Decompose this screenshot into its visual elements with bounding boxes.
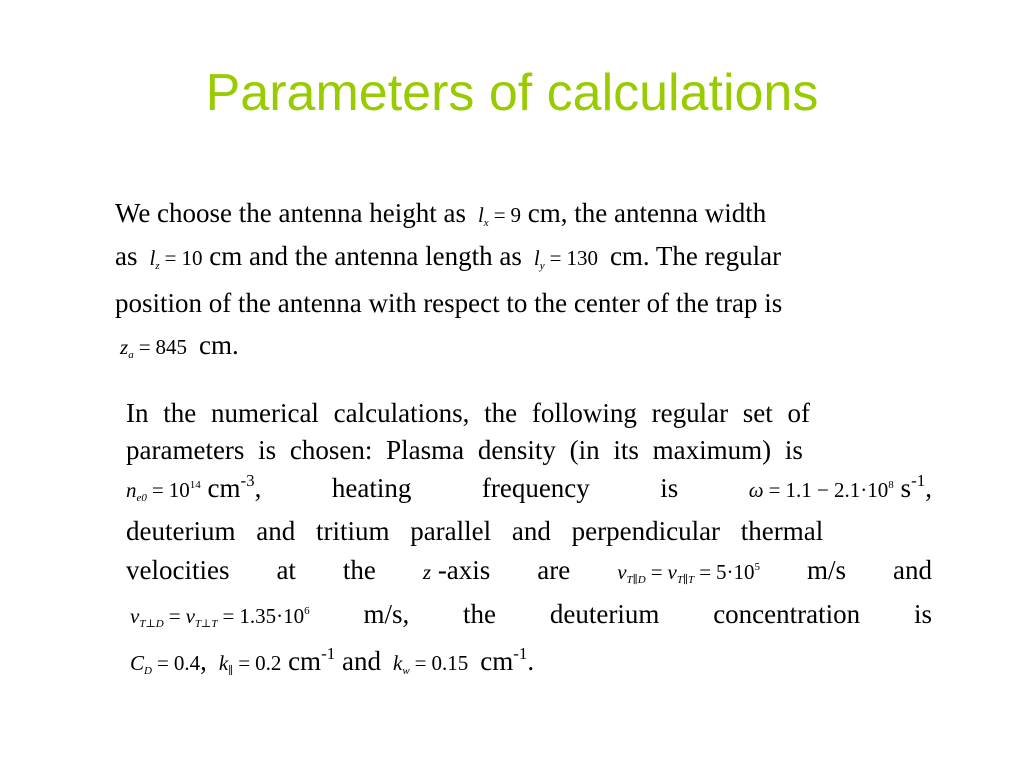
text: position of the antenna with respect to the center of the trap is: [115, 288, 783, 318]
para2-line3: [126, 471, 932, 504]
text: cm.: [199, 330, 239, 360]
text: In the numerical calculations, the following regular set of: [126, 398, 811, 428]
text: deuterium and tritium parallel and perpendicular thermal: [126, 516, 824, 546]
text: as: [115, 241, 138, 271]
text: and: [342, 646, 381, 676]
formula-k-par: $k_\parallel = 0.2$: [218, 651, 282, 677]
formula-omega: $\omega = 1.1 - 2.1\cdot 10^8$ $s^{-1}$,: [748, 471, 932, 503]
text: cm. The regular: [609, 241, 782, 271]
formula-z-axis: z -axis: [422, 555, 491, 585]
formula-vpar: $v_{T\parallel D} = v_{T\parallel T} = 5\cdot 10^5$: [617, 560, 761, 586]
text: deuterium: [549, 599, 660, 629]
para2-line1: [126, 400, 932, 427]
formula-ly: $l_y = 130$: [533, 246, 598, 272]
text: are: [537, 555, 571, 585]
para2-line7: $C_D = 0.4$, $k_\parallel = 0.2$ $cm^{-1}$ and $k_w = 0.15$ $cm^{-1}$.: [130, 644, 535, 677]
text: m/s,: [363, 599, 410, 629]
text: We choose the antenna height as: [115, 198, 466, 228]
formula-vperp: $v_{T\perp D} = v_{T\perp T} = 1.35\cdot 10^6$: [130, 604, 310, 630]
text: parameters is chosen: Plasma density (in its maximum) is: [126, 435, 803, 465]
para1-line1: [115, 200, 766, 227]
text: the: [342, 555, 376, 585]
para1-line4: [120, 332, 239, 359]
text: heating: [331, 473, 412, 503]
text: the: [463, 599, 497, 629]
para1-line2: [115, 243, 781, 270]
para2-line2: [126, 437, 932, 464]
unit-cm-inv: $cm^{-1}$: [480, 644, 528, 676]
text: is: [660, 473, 679, 503]
slide-title: Parameters of calculations: [205, 64, 819, 122]
para2-line5: [126, 557, 932, 584]
text: velocities: [126, 555, 230, 585]
para2-line6: [130, 601, 932, 628]
text: and: [892, 555, 932, 585]
para2-line4: [126, 518, 932, 545]
para1-line3: [115, 290, 782, 317]
formula-kw: $k_w = 0.15$: [392, 651, 469, 677]
text: m/s: [807, 555, 847, 585]
formula-za: $z_a = 845$: [120, 335, 188, 361]
text: is: [913, 599, 932, 629]
unit-cm-inv: $cm^{-1}$: [288, 644, 336, 676]
formula-lz: $l_z = 10$: [149, 246, 203, 272]
formula-ne: $n_{e0} = 10^{14}$ $cm^{-3}$,: [126, 471, 262, 504]
text: frequency: [481, 473, 590, 503]
formula-lx: $l_x = 9$: [477, 203, 522, 229]
text: at: [276, 555, 296, 585]
text: cm, the antenna width: [527, 198, 767, 228]
text: concentration: [713, 599, 861, 629]
formula-cd: $C_D = 0.4$: [130, 651, 201, 677]
text: cm and the antenna length as: [209, 241, 522, 271]
